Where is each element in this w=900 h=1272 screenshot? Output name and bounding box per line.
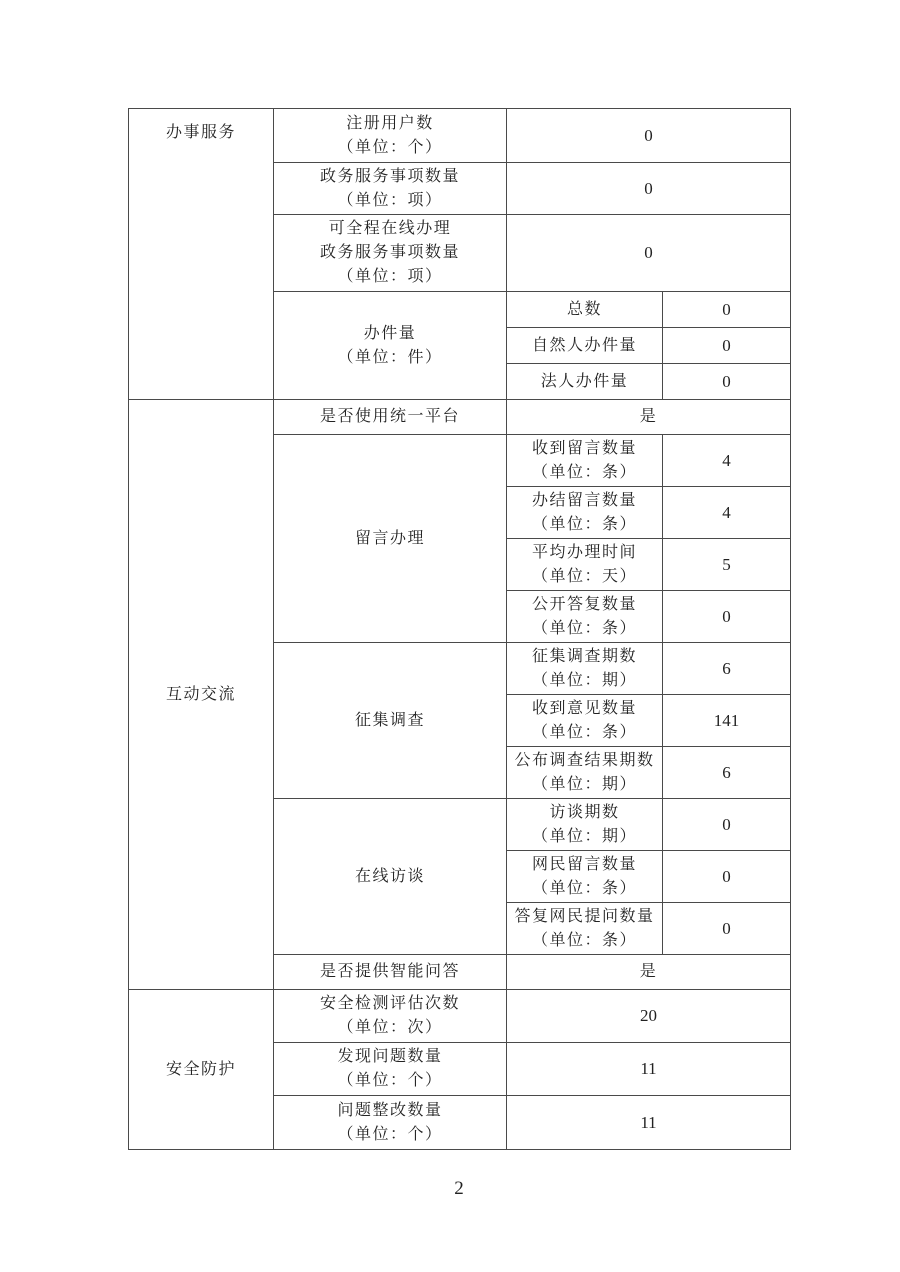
metric-unit: （单位：个） [337, 1125, 443, 1143]
metric-unit: （单位：次） [337, 1019, 443, 1036]
sub-metric-value: 4 [663, 487, 791, 539]
metric-group-cell: 在线访谈 [274, 799, 507, 955]
sub-metric-label: 平均办理时间 [531, 543, 637, 561]
metric-label: 可全程在线办理 [328, 220, 452, 237]
sub-metric-value: 6 [663, 747, 791, 799]
sub-metric-value: 0 [663, 364, 791, 400]
metric-value: 0 [507, 109, 791, 163]
metric-label-cell [274, 1096, 507, 1150]
sub-metric-label-cell [507, 695, 663, 747]
sub-metric-value: 4 [663, 435, 791, 487]
sub-metric-label: 网民留言数量 [531, 855, 637, 873]
sub-metric-label: 法人办件量 [507, 364, 663, 400]
category-cell: 办事服务 [129, 109, 274, 400]
metric-unit: （单位：项） [337, 268, 443, 285]
metric-label: 办件量 [363, 324, 417, 342]
metric-unit: （单位：件） [337, 348, 443, 366]
sub-metric-label-cell [507, 643, 663, 695]
sub-metric-value: 141 [663, 695, 791, 747]
sub-metric-unit: （单位：条） [531, 619, 637, 637]
metric-value: 0 [507, 163, 791, 215]
metric-group-cell: 征集调查 [274, 643, 507, 799]
sub-metric-label: 总数 [507, 292, 663, 328]
sub-metric-unit: （单位：期） [531, 671, 637, 689]
sub-metric-label-cell [507, 591, 663, 643]
sub-metric-value: 5 [663, 539, 791, 591]
metric-label-cell: 是否使用统一平台 [274, 400, 507, 435]
sub-metric-unit: （单位：条） [531, 723, 637, 741]
category-cell: 互动交流 [129, 400, 274, 990]
sub-metric-label-cell [507, 487, 663, 539]
sub-metric-unit: （单位：条） [531, 463, 637, 481]
metric-label-cell [274, 990, 507, 1043]
sub-metric-label: 征集调查期数 [531, 647, 637, 665]
sub-metric-value: 0 [663, 851, 791, 903]
metric-value: 20 [507, 990, 791, 1043]
metric-label: 安全检测评估次数 [319, 995, 460, 1012]
metric-unit: （单位：个） [337, 138, 443, 156]
metric-label-cell [274, 109, 507, 163]
metric-value: 11 [507, 1096, 791, 1150]
sub-metric-unit: （单位：条） [531, 879, 637, 897]
metric-value: 是 [507, 400, 791, 435]
sub-metric-label-cell [507, 903, 663, 955]
sub-metric-label: 自然人办件量 [507, 328, 663, 364]
metric-value: 11 [507, 1043, 791, 1096]
sub-metric-unit: （单位：条） [531, 515, 637, 533]
metric-value: 0 [507, 215, 791, 292]
sub-metric-label: 办结留言数量 [531, 491, 637, 509]
sub-metric-label: 公开答复数量 [531, 595, 637, 613]
sub-metric-label-cell [507, 539, 663, 591]
sub-metric-value: 0 [663, 591, 791, 643]
sub-metric-unit: （单位：天） [531, 567, 637, 585]
sub-metric-unit: （单位：期） [531, 775, 637, 793]
metric-label: 发现问题数量 [337, 1048, 443, 1065]
sub-metric-label: 答复网民提问数量 [514, 907, 655, 925]
sub-metric-unit: （单位：条） [531, 931, 637, 949]
metric-label-cell [274, 215, 507, 292]
sub-metric-label-cell [507, 747, 663, 799]
metric-value: 是 [507, 955, 791, 990]
sub-metric-value: 0 [663, 799, 791, 851]
sub-metric-label-cell [507, 851, 663, 903]
metric-label: 政务服务事项数量 [319, 167, 460, 185]
sub-metric-label: 公布调查结果期数 [514, 751, 655, 769]
metric-unit: （单位：个） [337, 1072, 443, 1089]
sub-metric-label: 收到留言数量 [531, 439, 637, 457]
sub-metric-label-cell [507, 799, 663, 851]
metric-label-cell [274, 163, 507, 215]
sub-metric-value: 0 [663, 292, 791, 328]
sub-metric-value: 0 [663, 903, 791, 955]
page-number: 2 [454, 1178, 464, 1199]
sub-metric-label: 收到意见数量 [531, 699, 637, 717]
sub-metric-unit: （单位：期） [531, 827, 637, 845]
metric-label-cell [274, 1043, 507, 1096]
sub-metric-label: 访谈期数 [549, 803, 620, 821]
metric-label: 政务服务事项数量 [319, 244, 460, 261]
metric-group-cell: 留言办理 [274, 435, 507, 643]
metric-unit: （单位：项） [337, 191, 443, 209]
sub-metric-value: 6 [663, 643, 791, 695]
metric-label-cell: 是否提供智能问答 [274, 955, 507, 990]
category-cell: 安全防护 [129, 990, 274, 1150]
metric-group-cell [274, 292, 507, 400]
sub-metric-value: 0 [663, 328, 791, 364]
metric-label: 注册用户数 [346, 114, 434, 132]
report-table [128, 108, 791, 1150]
sub-metric-label-cell [507, 435, 663, 487]
metric-label: 问题整改数量 [337, 1101, 443, 1119]
